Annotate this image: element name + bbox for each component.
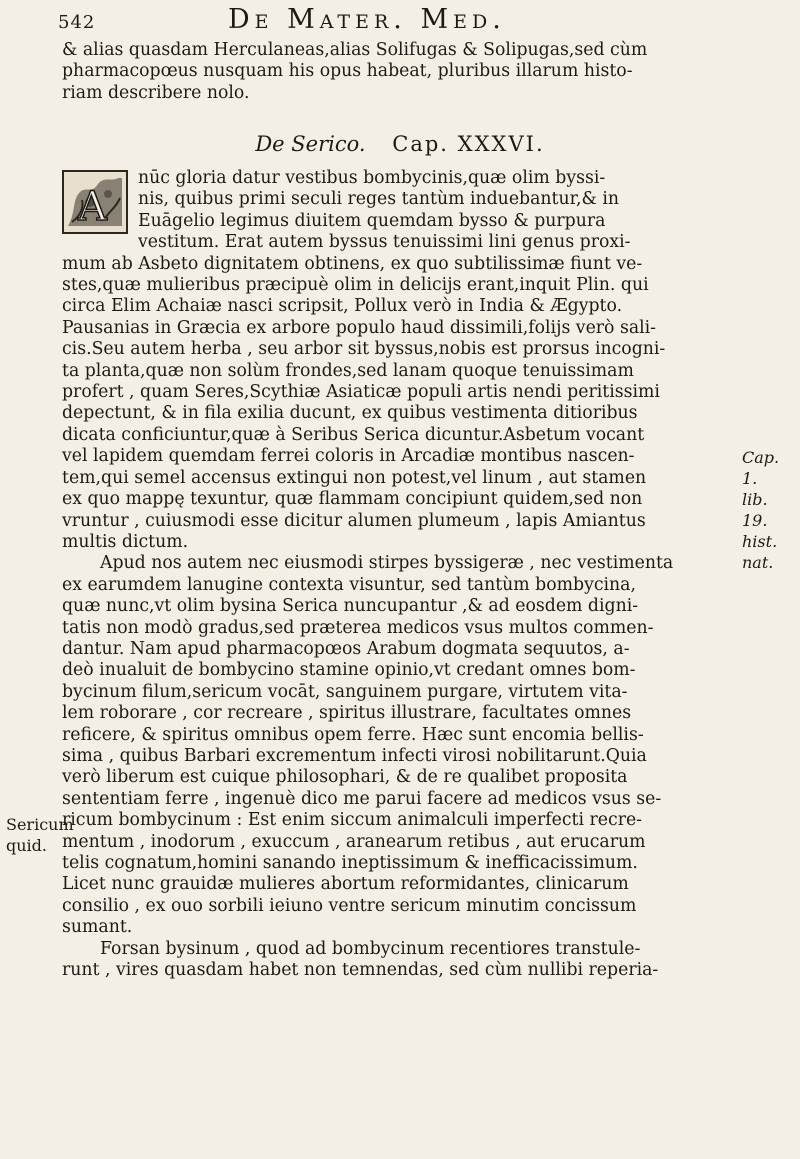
text-line: reficere, & spiritus omnibus opem ferre. Hæc sunt encomia bellis- bbox=[62, 724, 644, 745]
margin-note-line: nat. bbox=[742, 553, 774, 572]
text-line: Licet nunc grauidæ mulieres abortum reformidantes, clinicarum bbox=[62, 874, 629, 895]
text-line: mum ab Asbeto dignitatem obtinens, ex quo subtilissimæ fiunt ve- bbox=[62, 253, 643, 274]
text-line: nis, quibus primi seculi reges tantùm induebantur,& in bbox=[138, 189, 619, 210]
text-line: ex earumdem lanugine contexta visuntur, sed tantùm bombycina, bbox=[62, 574, 636, 595]
text-line: runt , vires quasdam habet non temnendas, sed cùm nullibi reperia- bbox=[62, 960, 659, 981]
text-line: dantur. Nam apud pharmacopœos Arabum dogmata sequutos, a- bbox=[62, 638, 630, 659]
text-line: profert , quam Seres,Scythiæ Asiaticæ populi artis nendi peritissimi bbox=[62, 382, 660, 403]
text-line: Euāgelio legimus diuitem quemdam bysso & purpura bbox=[138, 210, 606, 231]
text-line: Pausanias in Græcia ex arbore populo haud dissimili,folijs verò sali- bbox=[62, 317, 657, 338]
chapter-heading bbox=[0, 132, 800, 156]
text-line: ex quo mappę texuntur, quæ flammam concipiunt quidem,sed non bbox=[62, 489, 643, 510]
text-line: telis cognatum,homini sanando ineptissimum & inefficacissimum. bbox=[62, 853, 638, 873]
margin-note-topic bbox=[6, 814, 74, 856]
margin-note-line: Cap. 1. bbox=[742, 448, 780, 488]
page-number: 542 bbox=[58, 12, 96, 33]
intro-paragraph bbox=[62, 40, 732, 104]
text-line: cis.Seu autem herba , seu arbor sit byssus,nobis est prorsus incogni- bbox=[62, 339, 666, 360]
text-line: quæ nunc,vt olim bysina Serica nuncupantur ,& ad eosdem digni- bbox=[62, 596, 639, 617]
text-line: verò liberum est cuique philosophari, & de re qualibet proposita bbox=[62, 767, 628, 788]
margin-note-line: lib. 19. bbox=[742, 490, 768, 530]
text-line: multis dictum. bbox=[62, 531, 189, 552]
text-line: ricum bombycinum : Est enim siccum animalculi imperfecti recre- bbox=[62, 810, 643, 831]
text-line: nūc gloria datur vestibus bombycinis,quæ olim byssi- bbox=[138, 168, 606, 188]
text-line: bycinum filum,sericum vocāt, sanguinem purgare, virtutem vita- bbox=[62, 681, 628, 702]
text-line: lem roborare , cor recreare , spiritus illustrare, facultates omnes bbox=[62, 703, 632, 724]
text-line: sima , quibus Barbari excrementum infecti virosi nobilitarunt.Quia bbox=[62, 745, 647, 766]
text-line: riam describere nolo. bbox=[62, 82, 250, 103]
chapter-number: Cap. XXXVI. bbox=[392, 132, 545, 156]
text-line: ta planta,quæ non solùm frondes,sed lanam quoque tenuissimam bbox=[62, 360, 634, 381]
text-line: Forsan bysinum , quod ad bombycinum recentiores transtule- bbox=[100, 938, 641, 959]
drop-cap-letter: A bbox=[78, 184, 107, 230]
margin-note-line: hist. bbox=[742, 532, 778, 551]
text-line: tem,qui semel accensus extingui non potest,vel linum , aut stamen bbox=[62, 467, 647, 488]
margin-note-line: Sericum bbox=[6, 815, 74, 834]
text-line: stes,quæ mulieribus præcipuè olim in delicijs erant,inquit Plin. qui bbox=[62, 275, 649, 296]
text-line: vruntur , cuiusmodi esse dicitur alumen plumeum , lapis Amiantus bbox=[62, 510, 646, 531]
text-line: vestitum. Erat autem byssus tenuissimi lini genus proxi- bbox=[138, 232, 631, 253]
text-line: deò inualuit de bombycino stamine opinio,vt credant omnes bom- bbox=[62, 660, 636, 681]
text-line: Apud nos autem nec eiusmodi stirpes byssigeræ , nec vestimenta bbox=[100, 553, 674, 574]
paragraph-serico bbox=[62, 168, 732, 981]
text-line: circa Elim Achaiæ nasci scripsit, Pollux verò in India & Ægypto. bbox=[62, 296, 623, 317]
margin-note-reference bbox=[742, 447, 798, 573]
text-line: tatis non modò gradus,sed præterea medicos vsus multos commen- bbox=[62, 617, 654, 638]
running-title: De Mater. Med. bbox=[228, 4, 506, 35]
text-line: depectunt, & in fila exilia ducunt, ex quibus vestimenta ditioribus bbox=[62, 403, 638, 424]
running-head bbox=[58, 4, 740, 34]
text-line: mentum , inodorum , exuccum , aranearum retibus , aut erucarum bbox=[62, 831, 646, 852]
text-line: sumant. bbox=[62, 917, 133, 938]
margin-note-line: quid. bbox=[6, 836, 47, 855]
text-line: sententiam ferre , ingenuè dico me parui facere ad medicos vsus se- bbox=[62, 788, 662, 809]
text-line: pharmacopœus nusquam his opus habeat, pluribus illarum histo- bbox=[62, 61, 633, 82]
chapter-title: De Serico. bbox=[255, 132, 366, 156]
text-line: consilio , ex ouo sorbili ieiuno ventre sericum minutim concissum bbox=[62, 895, 637, 916]
text-line: vel lapidem quemdam ferrei coloris in Arcadiæ montibus nascen- bbox=[62, 446, 635, 467]
text-line: & alias quasdam Herculaneas,alias Solifugas & Solipugas,sed cùm bbox=[62, 40, 648, 60]
text-line: dicata conficiuntur,quæ à Seribus Serica dicuntur.Asbetum vocant bbox=[62, 424, 645, 445]
